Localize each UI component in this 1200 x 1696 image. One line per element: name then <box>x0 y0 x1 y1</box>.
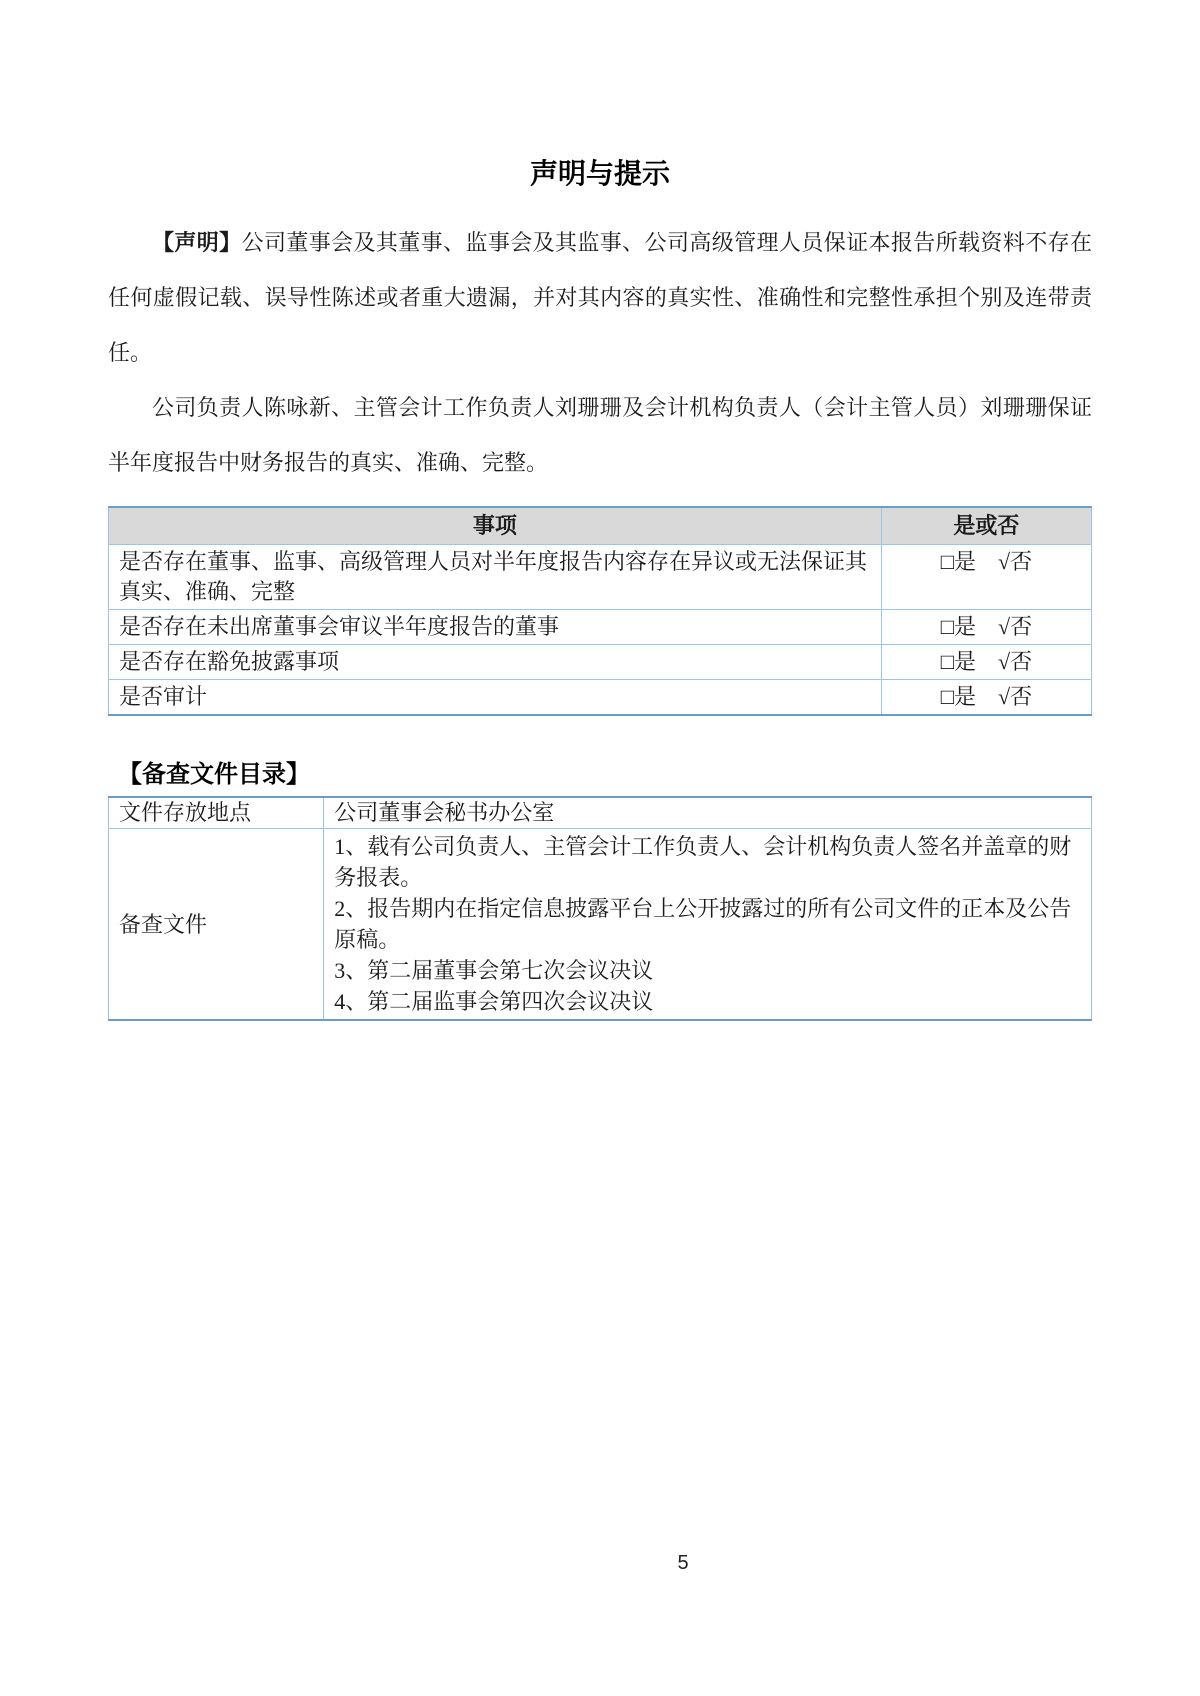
table-header-row <box>109 507 1092 545</box>
file-list-item: 1、载有公司负责人、主管会计工作负责人、会计机构负责人签名并盖章的财务报表。 <box>334 834 1072 890</box>
declaration-label: 【声明】 <box>152 230 242 255</box>
page-number: 5 <box>677 1552 689 1574</box>
answer-cell: □是 √否 <box>881 645 1091 680</box>
files-list-cell <box>324 829 1092 1021</box>
declaration-text: 公司董事会及其董事、监事会及其监事、公司高级管理人员保证本报告所载资料不存在任何虚假记载、误导性陈述或者重大遗漏，并对其内容的真实性、准确性和完整性承担个别及连带责任。 <box>108 230 1092 365</box>
page-title: 声明与提示 <box>529 158 670 189</box>
column-header-yes-no: 是或否 <box>881 507 1091 545</box>
answer-cell: □是 √否 <box>881 610 1091 645</box>
file-list-item: 2、报告期内在指定信息披露平台上公开披露过的所有公司文件的正本及公告原稿。 <box>334 896 1072 952</box>
file-list-item: 4、第二届监事会第四次会议决议 <box>334 989 654 1014</box>
column-header-item: 事项 <box>109 507 882 545</box>
reference-documents-table <box>108 796 1092 1021</box>
table-row <box>109 610 1092 645</box>
table-row <box>109 797 1092 829</box>
file-list-item: 3、第二届董事会第七次会议决议 <box>334 958 654 983</box>
location-label-cell: 文件存放地点 <box>109 797 324 829</box>
answer-cell: □是 √否 <box>881 545 1091 610</box>
item-cell: 是否存在豁免披露事项 <box>109 645 882 680</box>
table-row <box>109 645 1092 680</box>
location-value-cell: 公司董事会秘书办公室 <box>324 797 1092 829</box>
documents-section-heading: 【备查文件目录】 <box>118 761 310 788</box>
item-cell: 是否审计 <box>109 680 882 716</box>
intro-paragraphs <box>108 215 1092 490</box>
table-row <box>109 829 1092 1021</box>
files-label-cell: 备查文件 <box>109 829 324 1021</box>
declaration-paragraph <box>108 215 1092 380</box>
responsibility-paragraph: 公司负责人陈咏新、主管会计工作负责人刘珊珊及会计机构负责人（会计主管人员）刘珊珊保证半年度报告中财务报告的真实、准确、完整。 <box>108 395 1092 475</box>
table-row <box>109 545 1092 610</box>
table-row <box>109 680 1092 716</box>
answer-cell: □是 √否 <box>881 680 1091 716</box>
item-cell: 是否存在董事、监事、高级管理人员对半年度报告内容存在异议或无法保证其真实、准确、完整 <box>109 545 882 610</box>
item-cell: 是否存在未出席董事会审议半年度报告的董事 <box>109 610 882 645</box>
page-content <box>108 158 1092 1021</box>
yes-no-items-table <box>108 506 1092 716</box>
